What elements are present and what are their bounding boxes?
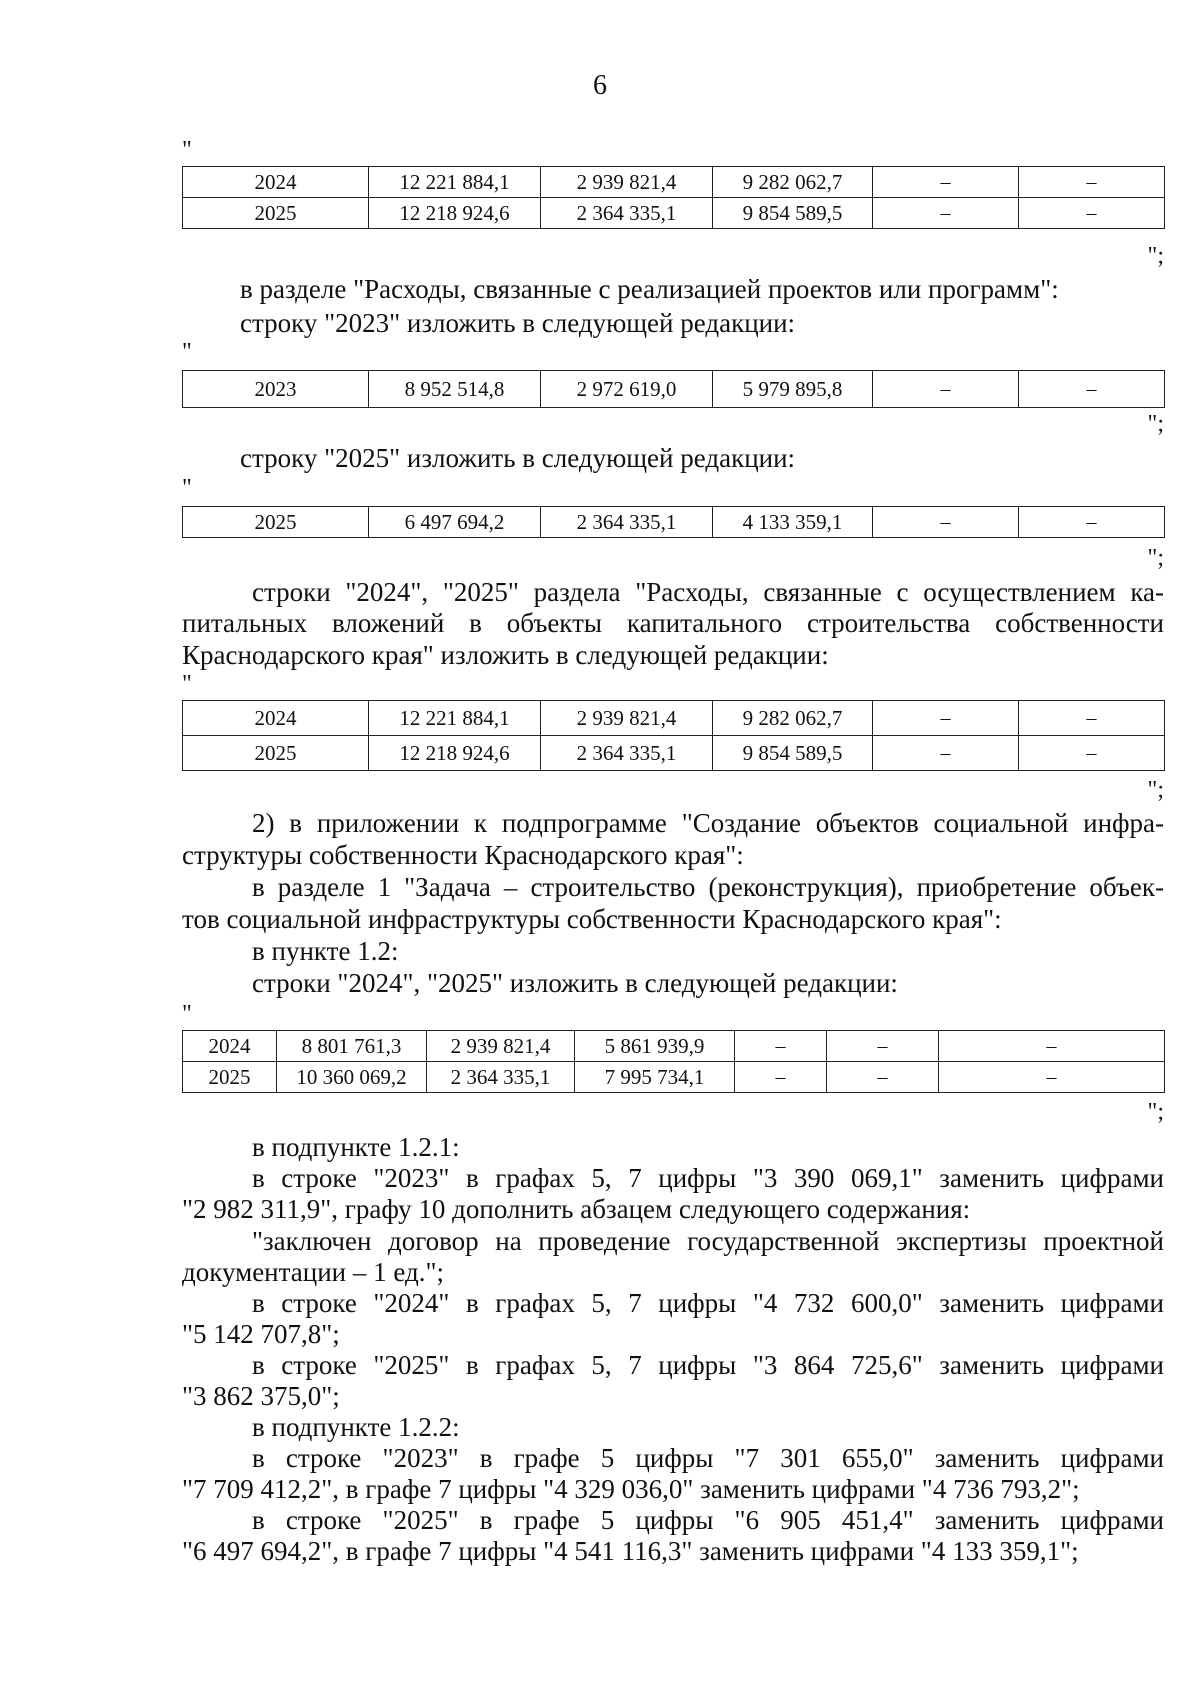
table-cell: – [1019, 736, 1165, 771]
paragraph-line [182, 1163, 1164, 1193]
paragraph-line: строки "2024", "2025" изложить в следующей редакции: [252, 968, 898, 998]
open-quote: " [182, 339, 192, 365]
table-5 [182, 1030, 1165, 1093]
paragraph-line: в подпункте 1.2.2: [252, 1412, 460, 1442]
table-cell: 2 364 335,1 [541, 507, 713, 538]
table-cell: 2024 [183, 701, 369, 736]
table-cell: 2025 [183, 198, 369, 229]
table-cell: – [735, 1031, 827, 1062]
table-cell: 9 282 062,7 [713, 167, 873, 198]
table-row [183, 507, 1165, 538]
paragraph-line: документации – 1 ед."; [182, 1257, 444, 1287]
table-cell: – [1019, 167, 1165, 198]
paragraph-line: строку "2023" изложить в следующей редакции: [240, 308, 796, 338]
table-row [183, 371, 1165, 408]
table-row [183, 701, 1165, 736]
table-row [183, 167, 1165, 198]
table-cell: – [939, 1062, 1165, 1093]
paragraph-text: в строке "2023" в графе 5 цифры "7 301 655,0" заменить цифрами [252, 1443, 1164, 1473]
table-cell: 2 364 335,1 [427, 1062, 575, 1093]
table-cell: 2 939 821,4 [541, 701, 713, 736]
table-cell: 9 854 589,5 [713, 198, 873, 229]
table-cell: – [827, 1031, 939, 1062]
paragraph-line [182, 1226, 1164, 1256]
table-cell: 2024 [183, 1031, 277, 1062]
table-cell: – [873, 701, 1019, 736]
table-cell: 9 282 062,7 [713, 701, 873, 736]
table-row [183, 736, 1165, 771]
page-number: 6 [593, 70, 607, 101]
paragraph-line [182, 1443, 1164, 1473]
paragraph-line: "5 142 707,8"; [182, 1319, 340, 1349]
table-cell: 4 133 359,1 [713, 507, 873, 538]
table-cell: – [873, 371, 1019, 408]
table-cell: 9 854 589,5 [713, 736, 873, 771]
open-quote: " [182, 475, 192, 501]
paragraph-line: Краснодарского края" изложить в следующей редакции: [182, 640, 829, 670]
close-quote: "; [1147, 1099, 1164, 1125]
table-cell: – [939, 1031, 1165, 1062]
table-cell: – [1019, 198, 1165, 229]
table-cell: – [873, 507, 1019, 538]
table-cell: 2 939 821,4 [427, 1031, 575, 1062]
table-cell: – [873, 198, 1019, 229]
paragraph-text: "заключен договор на проведение государственной экспертизы проектной [252, 1226, 1164, 1256]
table-cell: 12 218 924,6 [369, 736, 541, 771]
table-cell: – [1019, 701, 1165, 736]
paragraph-text: в строке "2025" в графах 5, 7 цифры "3 864 725,6" заменить цифрами [252, 1350, 1164, 1380]
paragraph-line: в пункте 1.2: [252, 936, 399, 966]
paragraph-line [182, 1288, 1164, 1318]
table-cell: 5 861 939,9 [575, 1031, 735, 1062]
close-quote: "; [1147, 243, 1164, 269]
paragraph-line: в подпункте 1.2.1: [252, 1132, 460, 1162]
paragraph-line: "6 497 694,2", в графе 7 цифры "4 541 116,3" заменить цифрами "4 133 359,1"; [182, 1536, 1079, 1566]
paragraph-text: в строке "2024" в графах 5, 7 цифры "4 732 600,0" заменить цифрами [252, 1288, 1164, 1318]
table-cell: 2025 [183, 507, 369, 538]
table-row [183, 198, 1165, 229]
paragraph-text: в строке "2025" в графе 5 цифры "6 905 451,4" заменить цифрами [252, 1505, 1164, 1535]
paragraph-line [182, 808, 1164, 838]
paragraph-line: питальных вложений в объекты капитального строительства собственности [182, 608, 1164, 638]
table-row [183, 1062, 1165, 1093]
close-quote: "; [1147, 545, 1164, 571]
table-cell: 2025 [183, 736, 369, 771]
table-cell: 8 952 514,8 [369, 371, 541, 408]
paragraph-line: строку "2025" изложить в следующей редакции: [240, 443, 796, 473]
paragraph-line: структуры собственности Краснодарского края": [182, 840, 744, 870]
table-cell: – [827, 1062, 939, 1093]
table-row [183, 1031, 1165, 1062]
table-cell: 2025 [183, 1062, 277, 1093]
table-cell: 2024 [183, 167, 369, 198]
paragraph-text: 2) в приложении к подпрограмме "Создание объектов социальной инфра- [252, 808, 1164, 838]
table-2 [182, 370, 1165, 408]
paragraph-line: "7 709 412,2", в графе 7 цифры "4 329 036,0" заменить цифрами "4 736 793,2"; [182, 1474, 1080, 1504]
table-cell: – [1019, 507, 1165, 538]
table-cell: 12 218 924,6 [369, 198, 541, 229]
paragraph-line: в разделе "Расходы, связанные с реализацией проектов или программ": [240, 274, 1059, 304]
table-cell: 10 360 069,2 [277, 1062, 427, 1093]
table-cell: 12 221 884,1 [369, 701, 541, 736]
table-cell: 5 979 895,8 [713, 371, 873, 408]
table-cell: 2 939 821,4 [541, 167, 713, 198]
table-cell: – [873, 167, 1019, 198]
table-4 [182, 700, 1165, 771]
paragraph-text: в разделе 1 "Задача – строительство (реконструкция), приобретение объек- [252, 872, 1164, 902]
paragraph-line [182, 577, 1164, 607]
open-quote: " [182, 137, 192, 163]
table-cell: – [873, 736, 1019, 771]
table-cell: – [1019, 371, 1165, 408]
table-3 [182, 506, 1165, 538]
paragraph-line [182, 1505, 1164, 1535]
table-cell: 7 995 734,1 [575, 1062, 735, 1093]
table-1 [182, 166, 1165, 229]
table-cell: 2 364 335,1 [541, 198, 713, 229]
table-cell: 12 221 884,1 [369, 167, 541, 198]
paragraph-line: тов социальной инфраструктуры собственности Краснодарского края": [182, 904, 1002, 934]
table-cell: 2 972 619,0 [541, 371, 713, 408]
paragraph-line [182, 872, 1164, 902]
table-cell: 2 364 335,1 [541, 736, 713, 771]
open-quote: " [182, 671, 192, 697]
paragraph-text: в строке "2023" в графах 5, 7 цифры "3 390 069,1" заменить цифрами [252, 1163, 1164, 1193]
paragraph-text: строки "2024", "2025" раздела "Расходы, связанные с осуществлением ка- [252, 577, 1164, 607]
table-cell: 6 497 694,2 [369, 507, 541, 538]
paragraph-line: "2 982 311,9", графу 10 дополнить абзацем следующего содержания: [182, 1194, 971, 1224]
paragraph-line [182, 1350, 1164, 1380]
close-quote: "; [1147, 411, 1164, 437]
table-cell: 8 801 761,3 [277, 1031, 427, 1062]
paragraph-line: "3 862 375,0"; [182, 1381, 340, 1411]
table-cell: – [735, 1062, 827, 1093]
open-quote: " [182, 1001, 192, 1027]
table-cell: 2023 [183, 371, 369, 408]
close-quote: "; [1147, 777, 1164, 803]
